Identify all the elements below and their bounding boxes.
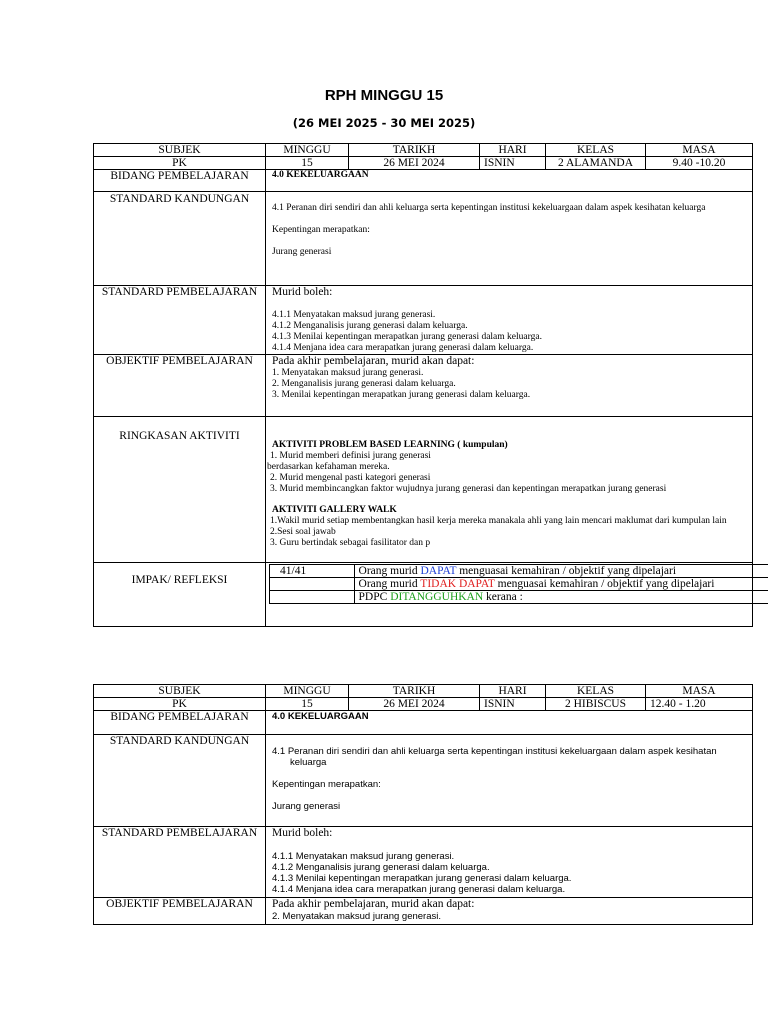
aktiviti-content [266,417,753,563]
col-minggu: MINGGU [266,144,349,157]
sk-row [94,192,753,286]
sp-label: STANDARD PEMBELAJARAN [94,286,266,355]
obj-row [94,898,753,925]
col-masa: MASA [646,144,753,157]
col-tarikh: TARIKH [349,144,480,157]
gw-item: 3. Guru bertindak sebagai fasilitator dan p [270,538,431,548]
impak-dapat: Orang murid DAPAT menguasai kemahiran / objektif yang dipelajari [354,565,768,578]
obj-item: 2. Menyatakan maksud jurang generasi. [272,911,441,922]
gw-title: AKTIVITI GALLERY WALK [272,505,397,515]
impak-count-empty [270,578,355,591]
obj-item: 2. Menganalisis jurang generasi dalam keluarga. [272,379,456,389]
impak-tidak-dapat: Orang murid TIDAK DAPAT menguasai kemahiran / objektif yang dipelajari [354,578,768,591]
sk-line3: Jurang generasi [272,801,341,812]
bidang-label: BIDANG PEMBELAJARAN [94,170,266,192]
sk-row [94,735,753,827]
minggu-value: 15 [266,157,349,170]
subjek-value: PK [94,698,266,711]
header-row [94,685,753,698]
sk-label: STANDARD KANDUNGAN [94,192,266,286]
obj-row [94,355,753,417]
sp-item: 4.1.3 Menilai kepentingan merapatkan jurang generasi dalam keluarga. [272,873,572,884]
ditangguhkan-text: DITANGGUHKAN [390,591,484,603]
tidak-dapat-text: TIDAK DAPAT [420,578,495,590]
bidang-value: 4.0 KEKELUARGAAN [266,170,753,192]
sk-label: STANDARD KANDUNGAN [94,735,266,827]
col-masa: MASA [646,685,753,698]
sk-line1: 4.1 Peranan diri sendiri dan ahli keluarga serta kepentingan institusi kekeluargaan dalam aspek kesihatan keluarga [272,203,706,213]
sk-line2: Kepentingan merapatkan: [272,779,381,790]
sp-item: 4.1.1 Menyatakan maksud jurang generasi. [272,851,455,862]
header-row [94,144,753,157]
sp-item: 4.1.2 Menganalisis jurang generasi dalam keluarga. [272,321,468,331]
impak-label: IMPAK/ REFLEKSI [94,563,266,627]
page-title: RPH MINGGU 15 [324,87,444,104]
sp-item: 4.1.4 Menjana idea cara merapatkan jurang generasi dalam keluarga. [272,884,566,895]
sp-intro: Murid boleh: [272,286,333,298]
sk-line3: Jurang generasi [272,247,332,257]
aktiviti-label: RINGKASAN AKTIVITI [94,417,266,563]
sp-label: STANDARD PEMBELAJARAN [94,827,266,898]
col-tarikh: TARIKH [349,685,480,698]
sp-item: 4.1.4 Menjana idea cara merapatkan jurang generasi dalam keluarga. [272,343,534,353]
pbl-item: 2. Murid mengenal pasti kategori generasi [270,473,431,483]
tarikh-value: 26 MEI 2024 [349,698,480,711]
obj-item: 3. Menilai kepentingan merapatkan jurang generasi dalam keluarga. [272,390,531,400]
obj-label: OBJEKTIF PEMBELAJARAN [94,355,266,417]
tarikh-value: 26 MEI 2024 [349,157,480,170]
lesson-plan-1 [93,143,752,627]
col-minggu: MINGGU [266,685,349,698]
sp-row [94,286,753,355]
masa-value: 12.40 - 1.20 [646,698,753,711]
sp-row [94,827,753,898]
impak-row [94,563,753,627]
pbl-title: AKTIVITI PROBLEM BASED LEARNING ( kumpulan) [272,440,508,450]
date-range-subtitle: (26 MEI 2025 - 30 MEI 2025) [292,116,476,130]
bidang-label: BIDANG PEMBELAJARAN [94,711,266,735]
impak-table [269,564,768,604]
sp-intro: Murid boleh: [272,827,333,839]
sk-content [266,735,753,827]
lesson-plan-2 [93,684,752,925]
aktiviti-row [94,417,753,563]
obj-item: 1. Menyatakan maksud jurang generasi. [272,368,424,378]
impak-ditangguhkan: PDPC DITANGGUHKAN kerana : [354,591,768,604]
col-subjek: SUBJEK [94,144,266,157]
col-kelas: KELAS [546,144,646,157]
masa-value: 9.40 -10.20 [646,157,753,170]
subjek-value: PK [94,157,266,170]
obj-label: OBJEKTIF PEMBELAJARAN [94,898,266,925]
obj-content [266,355,753,417]
sp-item: 4.1.1 Menyatakan maksud jurang generasi. [272,310,436,320]
hari-value: ISNIN [480,157,546,170]
info-row [94,698,753,711]
bidang-row [94,170,753,192]
bidang-row [94,711,753,735]
impak-count-empty [270,591,355,604]
sk-line1: 4.1 Peranan diri sendiri dan ahli keluarga serta kepentingan institusi kekeluargaan dalam aspek kesihatan keluarga [272,746,717,768]
gw-item: 2.Sesi soal jawab [270,527,336,537]
obj-intro: Pada akhir pembelajaran, murid akan dapat: [272,898,475,910]
impak-count: 41/41 [270,565,355,578]
obj-intro: Pada akhir pembelajaran, murid akan dapat: [272,355,475,367]
obj-content [266,898,753,925]
col-subjek: SUBJEK [94,685,266,698]
pbl-item: 1. Murid memberi definisi jurang generasi [270,451,431,461]
info-row [94,157,753,170]
col-hari: HARI [480,144,546,157]
impak-content [266,563,753,627]
hari-value: ISNIN [480,698,546,711]
kelas-value: 2 ALAMANDA [546,157,646,170]
bidang-value: 4.0 KEKELUARGAAN [266,711,753,735]
gw-item: 1.Wakil murid setiap membentangkan hasil kerja mereka manakala ahli yang lain mencari maklumat dari kumpulan lain [270,516,727,526]
sk-line2: Kepentingan merapatkan: [272,225,370,235]
kelas-value: 2 HIBISCUS [546,698,646,711]
pbl-item: berdasarkan kefahaman mereka. [267,462,390,472]
col-hari: HARI [480,685,546,698]
sp-content [266,286,753,355]
sp-item: 4.1.2 Menganalisis jurang generasi dalam keluarga. [272,862,490,873]
sp-item: 4.1.3 Menilai kepentingan merapatkan jurang generasi dalam keluarga. [272,332,542,342]
pbl-item: 3. Murid membincangkan faktor wujudnya jurang generasi dan kepentingan merapatkan jurang generasi [270,484,667,494]
dapat-text: DAPAT [420,565,457,577]
minggu-value: 15 [266,698,349,711]
sk-content [266,192,753,286]
sp-content [266,827,753,898]
col-kelas: KELAS [546,685,646,698]
